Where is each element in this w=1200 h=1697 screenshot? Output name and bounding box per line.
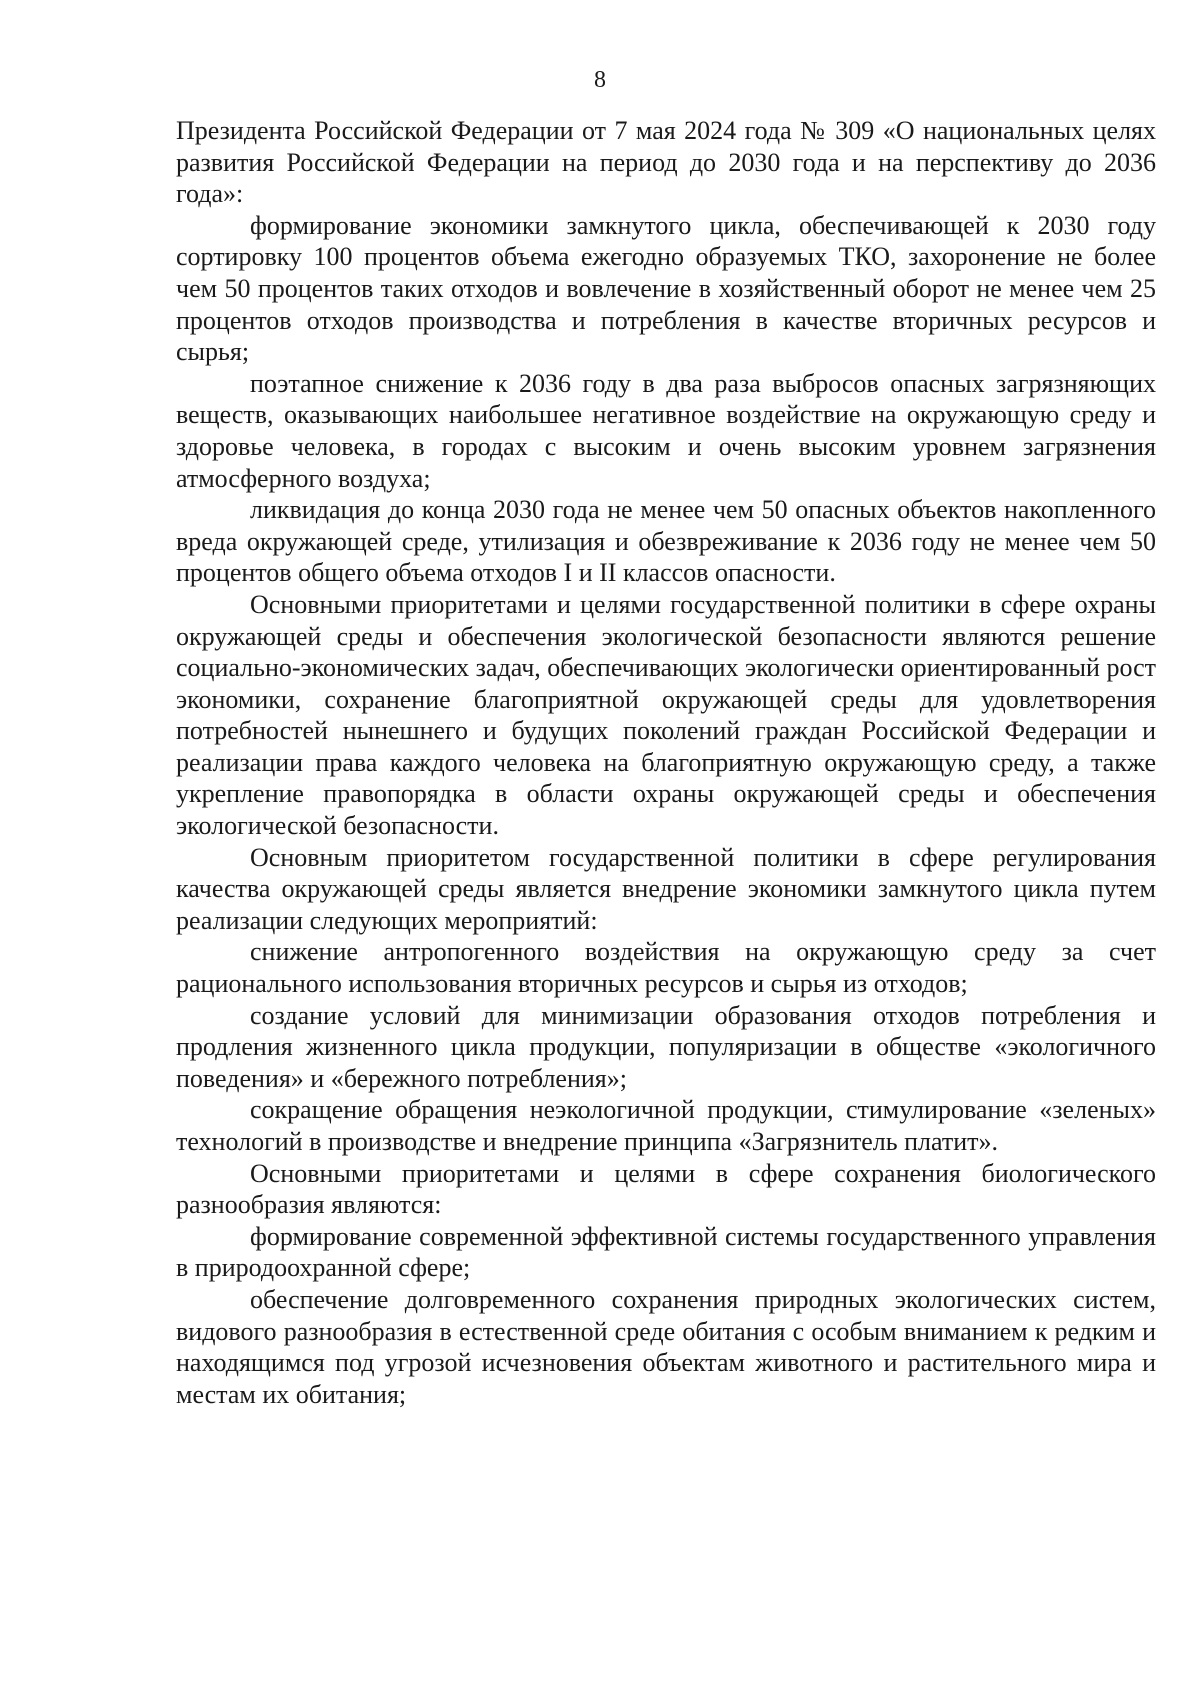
document-body — [176, 115, 1156, 1410]
paragraph-goal-accumulated-harm: ликвидация до конца 2030 года не менее чем 50 опасных объектов накопленного вреда окружающей среде, утилизация и обезвреживание к 2036 году не менее чем 50 процентов общего объема отходов I и II классов опасности. — [176, 495, 1156, 588]
paragraph-priorities-environment: Основными приоритетами и целями государственной политики в сфере охраны окружающей среды и обеспечения экологической безопасности являются решение социально-экономических задач, обеспечивающих экологически ориентированный рост экономики, сохранение благоприятной окружающей среды для удовлетворения потребностей нынешнего и будущих поколений граждан Российской Федерации и реализации права каждого человека на благоприятную окружающую среду, а также укрепление правопорядка в области охраны окружающей среды и обеспечения экологической безопасности. — [176, 589, 1156, 841]
paragraph-priority-quality-regulation: Основным приоритетом государственной политики в сфере регулирования качества окружающей среды является внедрение экономики замкнутого цикла путем реализации следующих мероприятий: — [176, 842, 1156, 935]
page-number: 8 — [594, 67, 606, 93]
paragraph-biodiversity-governance: формирование современной эффективной системы государственного управления в природоохранной сфере; — [176, 1221, 1156, 1283]
paragraph-measure-green-technologies: сокращение обращения неэкологичной продукции, стимулирование «зеленых» технологий в производстве и внедрение принципа «Загрязнитель платит». — [176, 1095, 1156, 1156]
paragraph-measure-anthropogenic: снижение антропогенного воздействия на окружающую среду за счет рационального использования вторичных ресурсов и сырья из отходов; — [176, 937, 1156, 999]
paragraph-goal-circular-economy: формирование экономики замкнутого цикла, обеспечивающей к 2030 году сортировку 100 процентов объема ежегодно образуемых ТКО, захоронение не более чем 50 процентов таких отходов и вовлечение в хозяйственный оборот не менее чем 25 процентов отходов производства и потребления в качестве вторичных ресурсов и сырья; — [176, 210, 1156, 367]
paragraph-biodiversity-conservation: обеспечение долговременного сохранения природных экологических систем, видового разнообразия в естественной среде обитания с особым вниманием к редким и находящимся под угрозой исчезновения объектам животного и растительного мира и местам их обитания; — [176, 1284, 1156, 1409]
paragraph-priorities-biodiversity: Основными приоритетами и целями в сфере сохранения биологического разнообразия являются: — [176, 1158, 1156, 1220]
paragraph-continuation: Президента Российской Федерации от 7 мая 2024 года № 309 «О национальных целях развития Российской Федерации на период до 2030 года и на перспективу до 2036 года»: — [176, 116, 1156, 209]
paragraph-measure-waste-minimization: создание условий для минимизации образования отходов потребления и продления жизненного цикла продукции, популяризации в обществе «экологичного поведения» и «бережного потребления»; — [176, 1000, 1156, 1093]
paragraph-goal-emissions: поэтапное снижение к 2036 году в два раза выбросов опасных загрязняющих веществ, оказывающих наибольшее негативное воздействие на окружающую среду и здоровье человека, в городах с высоким и очень высоким уровнем загрязнения атмосферного воздуха; — [176, 368, 1156, 493]
